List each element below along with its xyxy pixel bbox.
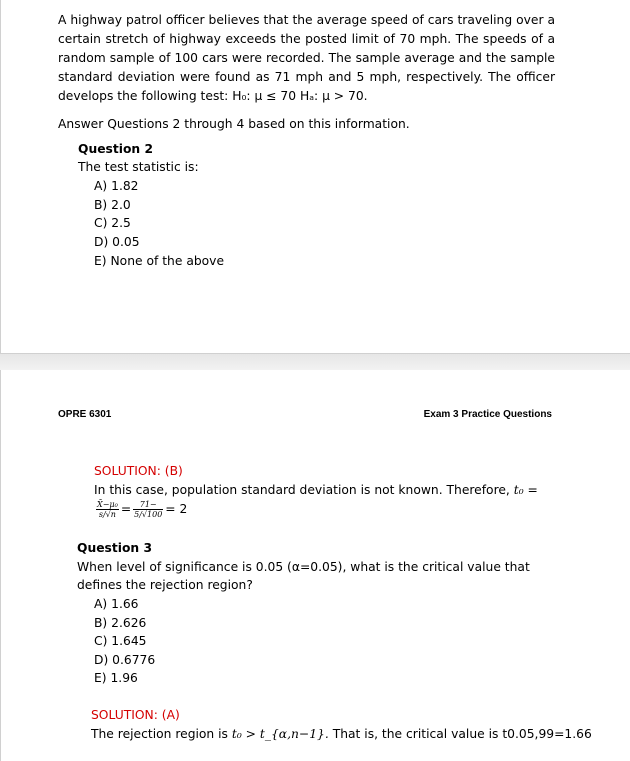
q3-option-e: E) 1.96 — [94, 671, 138, 685]
fraction-numerator: 71− — [133, 500, 163, 510]
formula-fraction — [96, 500, 119, 519]
q2-option-b: B) 2.0 — [94, 198, 131, 212]
q2-option-e: E) None of the above — [94, 254, 225, 268]
header-course: OPRE 6301 — [58, 409, 112, 420]
question-2-title: Question 2 — [78, 142, 154, 156]
instruction: Answer Questions 2 through 4 based on this information. — [58, 117, 410, 131]
q3-option-d: D) 0.6776 — [94, 653, 156, 667]
question-3-title: Question 3 — [77, 541, 153, 555]
solution-2-label: SOLUTION: (B) — [94, 464, 183, 478]
fraction-denominator: s/√n — [98, 510, 116, 519]
q2-option-a: A) 1.82 — [94, 179, 139, 193]
solution-2-text — [94, 481, 538, 499]
q3-option-a: A) 1.66 — [94, 597, 139, 611]
intro-line: standard deviation were found as 71 mph and 5 mph, respectively. The officer — [58, 70, 555, 84]
header-title: Exam 3 Practice Questions — [423, 409, 552, 420]
intro-paragraph — [58, 11, 555, 106]
formula-result: = 2 — [165, 502, 188, 516]
solution-3-suffix: That is, the critical value is t0.05,99=1.66 — [332, 727, 592, 741]
fraction-denominator: 5/√100 — [134, 510, 163, 519]
q3-option-b: B) 2.626 — [94, 616, 147, 630]
t0-symbol: t₀ = — [513, 483, 538, 497]
q3-option-c: C) 1.645 — [94, 634, 147, 648]
intro-line: random sample of 100 cars were recorded. The sample average and the sample — [58, 51, 555, 65]
page-1 — [0, 0, 630, 354]
question-3-prompt-line-1: When level of significance is 0.05 (α=0.05), what is the critical value that — [77, 560, 530, 574]
q2-option-c: C) 2.5 — [94, 216, 131, 230]
question-2-prompt: The test statistic is: — [78, 160, 199, 174]
solution-3-text — [91, 725, 592, 743]
solution-3-math: t₀ > t_{α,n−1}. — [231, 727, 329, 741]
intro-line: develops the following test: H₀: μ ≤ 70 Hₐ: μ > 70. — [58, 89, 368, 103]
intro-line: certain stretch of highway exceeds the posted limit of 70 mph. The speeds of a — [58, 32, 555, 46]
formula-fraction — [133, 500, 163, 519]
solution-2-formula: $\frac{\text{X̄−μ₀}}{s/√n}$ = $\frac{71-}{5/√100}$ = 2 — [97, 500, 188, 519]
q2-option-d: D) 0.05 — [94, 235, 140, 249]
intro-line: A highway patrol officer believes that the average speed of cars traveling over a — [58, 13, 555, 27]
fraction-numerator: X̄−μ₀ — [97, 500, 118, 509]
solution-2-sentence: In this case, population standard deviation is not known. Therefore, — [94, 483, 510, 497]
page-2 — [0, 370, 630, 761]
page-separator — [0, 354, 630, 370]
solution-3-prefix: The rejection region is — [91, 727, 228, 741]
solution-3-label: SOLUTION: (A) — [91, 708, 180, 722]
question-3-prompt-line-2: defines the rejection region? — [77, 578, 253, 592]
